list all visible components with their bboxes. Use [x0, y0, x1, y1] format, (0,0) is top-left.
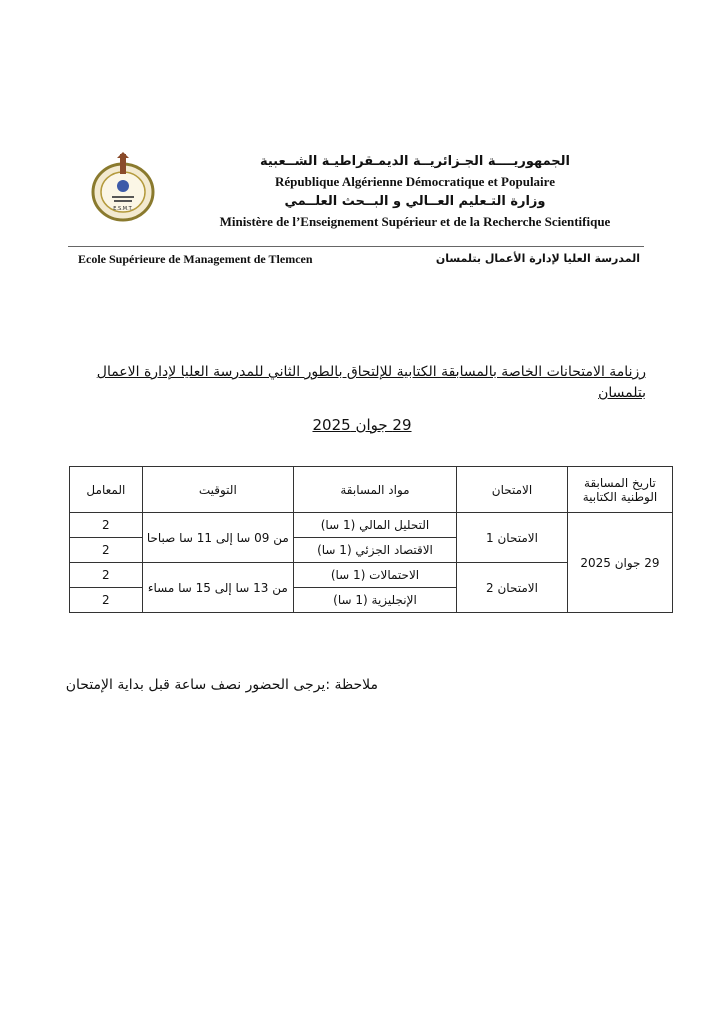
header: [160, 152, 670, 232]
header-coefficient: المعامل: [70, 467, 143, 513]
coefficient-cell: 2: [70, 538, 143, 563]
header-competition-date: تاريخ المسابقة الوطنية الكتابية: [567, 467, 672, 513]
header-exam: الامتحان: [457, 467, 568, 513]
exam-name-cell: الامتحان 1: [457, 513, 568, 563]
header-timing: التوقيت: [142, 467, 293, 513]
table-row: [70, 513, 673, 538]
exam-name-cell: الامتحان 2: [457, 563, 568, 613]
competition-date-cell: 29 جوان 2025: [567, 513, 672, 613]
subject-cell: الإنجليزية (1 سا): [293, 588, 456, 613]
coefficient-cell: 2: [70, 588, 143, 613]
table-header-row: [70, 467, 673, 513]
coefficient-cell: 2: [70, 513, 143, 538]
exam-schedule-table: [69, 466, 673, 613]
logo-text: E.S.M.T.: [113, 206, 133, 212]
timing-cell: من 13 سا إلى 15 سا مساء: [142, 563, 293, 613]
document-title: رزنامة الامتحانات الخاصة بالمسابقة الكتابية للإلتحاق بالطور الثاني للمدرسة العليا لإدارة الاعمال بتلمسان: [96, 364, 646, 401]
subject-cell: التحليل المالي (1 سا): [293, 513, 456, 538]
french-republic-line: République Algérienne Démocratique et Populaire: [275, 174, 555, 189]
school-name-arabic: المدرسة العليا لإدارة الأعمال بتلمسان: [435, 252, 640, 265]
school-emblem-icon: [90, 152, 156, 222]
arabic-republic-line: الجمهوريــــة الجـزائريــة الديمـقراطيـة الشــعبية: [259, 154, 571, 169]
subject-cell: الاحتمالات (1 سا): [293, 563, 456, 588]
timing-cell: من 09 سا إلى 11 سا صباحا: [142, 513, 293, 563]
document-date: 29 جوان 2025: [312, 416, 412, 434]
coefficient-cell: 2: [70, 563, 143, 588]
header-subjects: مواد المسابقة: [293, 467, 456, 513]
subject-cell: الاقتصاد الجزئي (1 سا): [293, 538, 456, 563]
french-ministry-line: Ministère de l’Enseignement Supérieur et de la Recherche Scientifique: [219, 214, 611, 229]
arabic-ministry-line: وزارة التـعليم العــالي و البــحث العلــمي: [284, 194, 546, 209]
attendance-note: ملاحظة :يرجى الحضور نصف ساعة قبل بداية الإمتحان: [65, 677, 378, 693]
header-divider: [68, 246, 644, 247]
school-name-french: Ecole Supérieure de Management de Tlemcen: [78, 252, 313, 266]
